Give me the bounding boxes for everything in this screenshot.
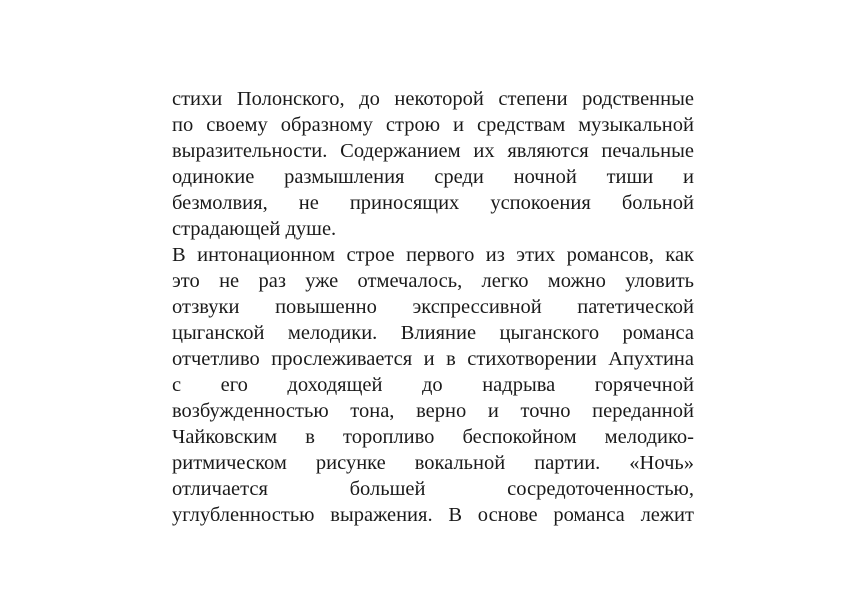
text-line: В интонационном строе первого из этих романсов, как: [172, 244, 694, 266]
document-body: [172, 86, 694, 528]
text-line: отличается большей сосредоточенностью,: [172, 478, 694, 500]
paragraph-2: [172, 242, 694, 528]
text-line: выразительности. Содержанием их являются печальные: [172, 140, 694, 162]
text-line: одинокие размышления среди ночной тиши и: [172, 166, 694, 188]
text-line: возбужденностью тона, верно и точно переданной: [172, 400, 694, 422]
text-line: страдающей душе.: [172, 218, 337, 240]
text-line: безмолвия, не приносящих успокоения больной: [172, 192, 694, 214]
text-line: отчетливо прослеживается и в стихотворении Апухтина: [172, 348, 694, 370]
text-line: углубленностью выражения. В основе романса лежит: [172, 504, 694, 526]
text-line: это не раз уже отмечалось, легко можно уловить: [172, 270, 694, 292]
text-line: по своему образному строю и средствам музыкальной: [172, 114, 694, 136]
text-line: ритмическом рисунке вокальной партии. «Ночь»: [172, 452, 694, 474]
text-line: с его доходящей до надрыва горячечной: [172, 374, 694, 396]
paragraph-1: [172, 86, 694, 242]
text-line: стихи Полонского, до некоторой степени родственные: [172, 88, 694, 110]
text-line: цыганской мелодики. Влияние цыганского романса: [172, 322, 694, 344]
text-line: Чайковским в торопливо беспокойном мелодико-: [172, 426, 694, 448]
text-line: отзвуки повышенно экспрессивной патетической: [172, 296, 694, 318]
